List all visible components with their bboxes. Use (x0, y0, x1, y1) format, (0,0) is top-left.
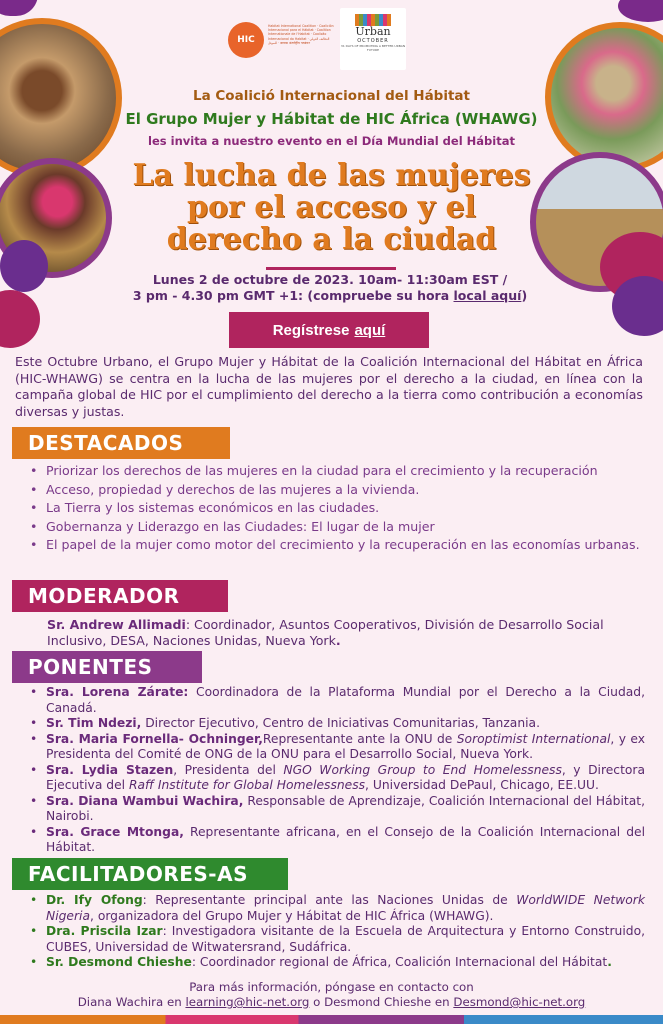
section-header-moderator: MODERADOR (12, 580, 228, 612)
decorative-circle (612, 276, 663, 336)
invite-line: les invita a nuestro evento en el Día Mundial del Hábitat (148, 134, 515, 148)
decorative-circle (0, 240, 48, 292)
moderator-entry: Sr. Andrew Allimadi: Coordinador, Asuntos Cooperativos, División de Desarrollo Social Inclusivo, DESA, Naciones Unidas, Nueva York. (47, 617, 604, 648)
event-date (130, 272, 530, 304)
contact-line: Para más información, póngase en contacto con (189, 980, 474, 994)
section-header-speakers: PONENTES (12, 651, 202, 683)
list-item: • Sra. Lydia Stazen, Presidenta del NGO Working Group to End Homelessness, y Directora Ejecutiva del Raff Institute for Global Homelessness, Universidad DePaul, Chicago, EE.UU. (30, 763, 645, 794)
date-line-1: Lunes 2 de octubre de 2023. 10am- 11:30am EST / (152, 272, 508, 287)
date-line-2: 3 pm - 4.30 pm GMT +1: (compruebe su hora local aquí) (132, 288, 528, 303)
email-link-desmond[interactable]: Desmond@hic-net.org (453, 995, 586, 1009)
list-item: • La Tierra y los sistemas económicos en las ciudades. (30, 499, 645, 518)
urban-logo-subtitle: OCTOBER (357, 38, 389, 44)
urban-logo-title: Urban (355, 25, 391, 38)
list-item: • Sra. Maria Fornella- Ochninger,Representante ante la ONU de Soroptimist International, y ex Presidenta del Comité de ONG de la ONU para el Desarrollo Social, Nueva York. (30, 732, 645, 763)
list-item: • Sra. Diana Wambui Wachira, Responsable de Aprendizaje, Coalición Internacional del Hábitat, Nairobi. (30, 794, 645, 825)
local-time-link[interactable]: local aquí (453, 288, 522, 303)
hic-logo-text: Habitat International Coalition · Coalición Internacional para el Hábitat · Coalition Internationale de l'Habitat · Coalizão Internacional do Habitat · التحالف الدولي للموئل · आवास अंतर्राष्ट्रीय गठबंधन (268, 24, 334, 45)
section-header-facilitators: FACILITADORES-AS (12, 858, 288, 890)
highlights-list (30, 462, 645, 555)
speakers-list (30, 685, 645, 856)
org-line: La Coalició Internacional del Hábitat (192, 88, 470, 104)
footer-color-bar (0, 1015, 663, 1024)
urban-logo-tagline: 31 DAYS OF PROMOTING A BETTER URBAN FUTURE (340, 44, 406, 52)
list-item: • Priorizar los derechos de las mujeres en la ciudad para el crecimiento y la recuperación (30, 462, 645, 481)
contact-emails: Diana Wachira en learning@hic-net.org o Desmond Chieshe en Desmond@hic-net.org (77, 995, 586, 1009)
urban-october-logo (340, 8, 406, 70)
list-item: • Gobernanza y Liderazgo en las Ciudades: El lugar de la mujer (30, 518, 645, 537)
list-item: • Sra. Lorena Zárate: Coordinadora de la Plataforma Mundial por el Derecho a la Ciudad, Canadá. (30, 685, 645, 716)
register-button[interactable]: Regístrese aquí (229, 312, 429, 348)
list-item: • Sr. Desmond Chieshe: Coordinador regional de África, Coalición Internacional del Hábitat. (30, 955, 645, 971)
email-link-learning[interactable]: learning@hic-net.org (185, 995, 310, 1009)
moderator-name: Sr. Andrew Allimadi (47, 617, 186, 632)
decorative-circle (0, 290, 40, 348)
intro-paragraph: Este Octubre Urbano, el Grupo Mujer y Hábitat de la Coalición Internacional del Hábitat en África (HIC-WHAWG) se centra en la lucha de las mujeres por el derecho a la ciudad, en línea con la campaña global de HIC por el cumplimiento del derecho a la tierra como contribución a economías diversas y justas. (15, 354, 643, 419)
title-underline (266, 267, 396, 270)
section-header-highlights: DESTACADOS (12, 427, 230, 459)
list-item: • Acceso, propiedad y derechos de las mujeres a la vivienda. (30, 481, 645, 500)
decorative-circle (0, 0, 38, 16)
list-item: • Sr. Tim Ndezi, Director Ejecutivo, Centro de Iniciativas Comunitarias, Tanzania. (30, 716, 645, 732)
register-link[interactable]: aquí (354, 321, 386, 339)
group-line: El Grupo Mujer y Hábitat de HIC África (WHAWG) (125, 110, 538, 128)
list-item: • El papel de la mujer como motor del crecimiento y la recuperación en las economías urbanas. (30, 536, 645, 555)
list-item: • Sra. Grace Mtonga, Representante africana, en el Consejo de la Coalición Internacional del Hábitat. (30, 825, 645, 856)
event-title: La lucha de las mujeres por el acceso y el derecho a la ciudad (132, 158, 531, 257)
facilitators-list (30, 893, 645, 971)
list-item: • Dr. Ify Ofong: Representante principal ante las Naciones Unidas de WorldWIDE Network Nigeria, organizadora del Grupo Mujer y Hábitat de HIC África (WHAWG). (30, 893, 645, 924)
decorative-circle (618, 0, 663, 22)
hic-logo: HIC (228, 22, 264, 58)
list-item: • Dra. Priscila Izar: Investigadora visitante de la Escuela de Arquitectura y Entorno Construido, CUBES, Universidad de Witwatersrand, Sudáfrica. (30, 924, 645, 955)
